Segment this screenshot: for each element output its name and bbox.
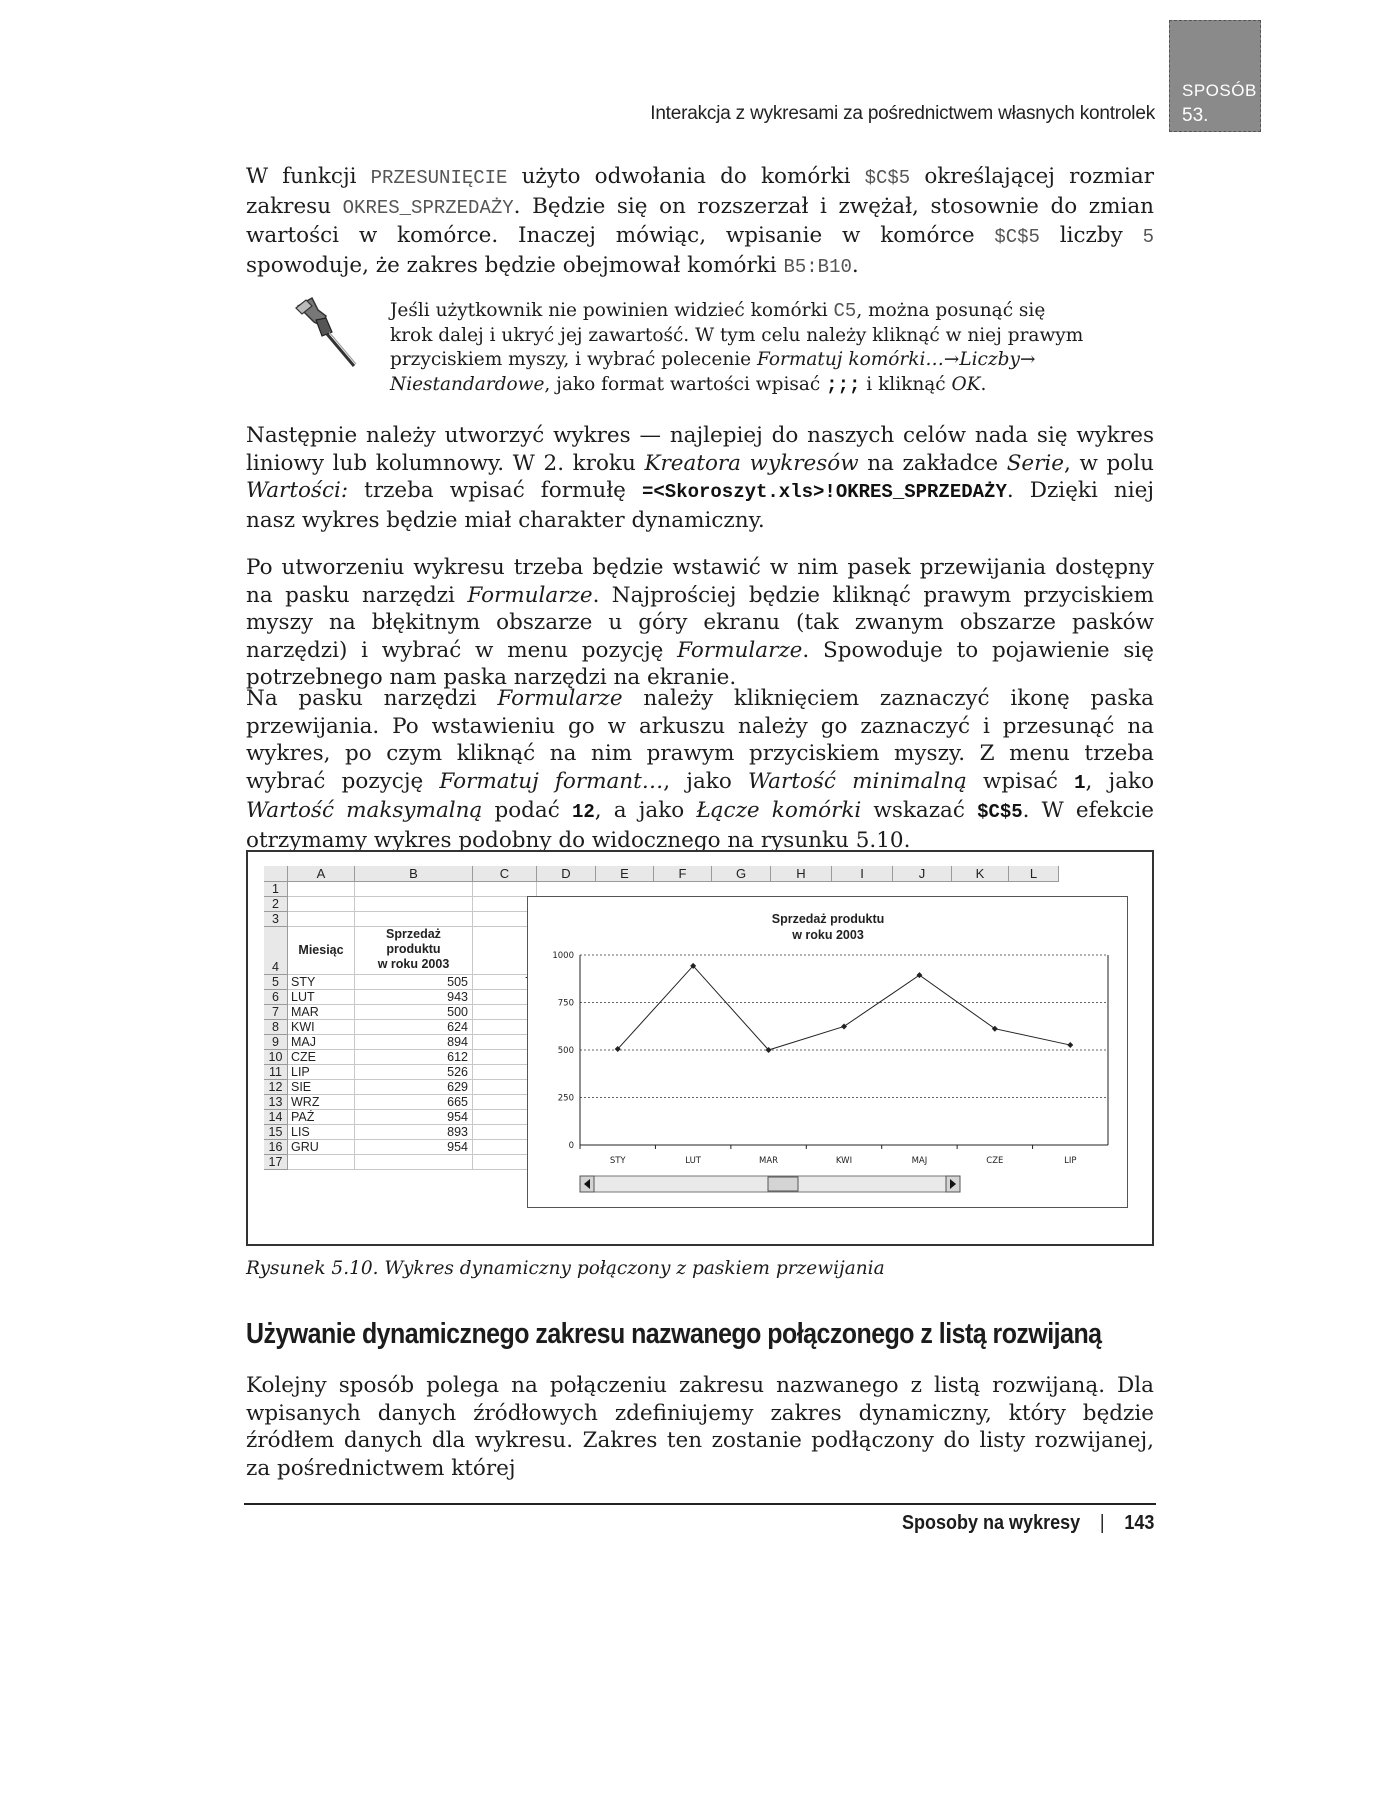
cell-month[interactable]: SIE (288, 1080, 355, 1095)
cell-a4-month-label[interactable]: Miesiąc (288, 927, 355, 975)
cell[interactable] (355, 897, 473, 912)
column-header-h[interactable]: H (771, 866, 832, 882)
code-inline: $C$5 (977, 801, 1023, 823)
cell-sales[interactable]: 612 (355, 1050, 473, 1065)
row-header-5[interactable]: 5 (264, 975, 288, 990)
code-inline: B5:B10 (783, 255, 852, 278)
column-header-b[interactable]: B (355, 866, 473, 882)
column-header-d[interactable]: D (537, 866, 596, 882)
y-tick-label: 250 (557, 1093, 574, 1104)
cell[interactable] (288, 897, 355, 912)
spreadsheet-screenshot (264, 866, 1136, 1232)
section-heading: Używanie dynamicznego zakresu nazwanego połączonego z listą rozwijaną (246, 1318, 1102, 1350)
select-all-corner[interactable] (264, 866, 288, 882)
cell-sales[interactable]: 665 (355, 1095, 473, 1110)
row-header-9[interactable]: 9 (264, 1035, 288, 1050)
code-inline: 1 (1074, 771, 1086, 794)
chart-series (615, 963, 1074, 1053)
column-header-e[interactable]: E (596, 866, 654, 882)
footer-rule (244, 1503, 1156, 1505)
paragraph-1: W funkcji PRZESUNIĘCIE użyto odwołania do komórki $C$5 określającej rozmiar zakresu OKRES_SPRZEDAŻY. Będzie się on rozszerzał i zwężał, stosownie do zmian wartości w komórce. Inaczej mówiąc, wpisanie w komórce $C$5 liczby 5 spowoduje, że zakres będzie obejmował komórki B5:B10. (246, 164, 1155, 278)
row-header-2[interactable]: 2 (264, 897, 288, 912)
column-header-c[interactable]: C (473, 866, 537, 882)
chart-title-line1: Sprzedaż produktu (771, 912, 885, 926)
cell-sales[interactable]: 505 (355, 975, 473, 990)
row-header-10[interactable]: 10 (264, 1050, 288, 1065)
x-tick-label: LIP (1064, 1156, 1077, 1166)
cell[interactable] (288, 912, 355, 927)
column-header-k[interactable]: K (952, 866, 1009, 882)
cell-sales[interactable]: 624 (355, 1020, 473, 1035)
tab-number: 53. (1182, 105, 1209, 126)
cell-sales[interactable]: 894 (355, 1035, 473, 1050)
paragraph-2: Następnie należy utworzyć wykres — najlepiej do naszych celów nada się wykres liniowy lub kolumnowy. W 2. kroku Kreatora wykresów na zakładce Serie, w polu Wartości: trzeba wpisać formułę =<Skoroszyt.xls>!OKRES_SPRZEDAŻY. Dzięki niej nasz wykres będzie miał charakter dynamiczny. (246, 423, 1154, 533)
series-line (618, 966, 1071, 1050)
cell-month[interactable]: LIS (288, 1125, 355, 1140)
cell-month[interactable]: MAR (288, 1005, 355, 1020)
row-header-17[interactable]: 17 (264, 1155, 288, 1170)
code-inline: C5 (833, 300, 857, 322)
x-tick-label: KWI (835, 1156, 853, 1166)
cell-month[interactable]: WRZ (288, 1095, 355, 1110)
y-tick-label: 0 (568, 1141, 574, 1151)
x-tick-label: MAJ (911, 1156, 928, 1166)
cell-sales[interactable]: 943 (355, 990, 473, 1005)
scroll-thumb[interactable] (768, 1177, 798, 1191)
cell[interactable] (355, 1155, 473, 1170)
paragraph-5: Kolejny sposób polega na połączeniu zakresu nazwanego z listą rozwijaną. Dla wpisanych danych źródłowych zdefiniujemy zakres dynamiczny, który będzie źródłem danych dla wykresu. Zakres ten zostanie podłączony do listy rozwijanej, za pośrednictwem której (246, 1373, 1154, 1481)
line-chart (528, 897, 1127, 1207)
x-tick-label: STY (609, 1156, 626, 1166)
cell-sales[interactable]: 893 (355, 1125, 473, 1140)
column-header-g[interactable]: G (712, 866, 771, 882)
column-header-f[interactable]: F (654, 866, 712, 882)
chart-gridlines (580, 955, 1108, 1145)
cell-sales[interactable]: 500 (355, 1005, 473, 1020)
chart-scrollbar[interactable] (580, 1176, 960, 1192)
tab-label: SPOSÓB (1182, 81, 1257, 100)
row-header-6[interactable]: 6 (264, 990, 288, 1005)
figure-5-10 (246, 850, 1154, 1246)
row-header-3[interactable]: 3 (264, 912, 288, 927)
column-header-i[interactable]: I (832, 866, 893, 882)
code-inline: ;;; (826, 373, 861, 396)
y-tick-label: 500 (557, 1046, 574, 1056)
cell-month[interactable]: STY (288, 975, 355, 990)
cell-month[interactable]: GRU (288, 1140, 355, 1155)
data-point (1067, 1042, 1073, 1048)
cell-month[interactable]: MAJ (288, 1035, 355, 1050)
row-header-7[interactable]: 7 (264, 1005, 288, 1020)
y-tick-label: 1000 (552, 951, 574, 961)
cell-sales[interactable]: 954 (355, 1110, 473, 1125)
paragraph-3: Po utworzeniu wykresu trzeba będzie wstawić w nim pasek przewijania dostępny na pasku narzędzi Formularze. Najprościej będzie kliknąć prawym przyciskiem myszy na błękitnym obszarze u góry ekranu (tak zwanym obszarze pasków narzędzi) i wybrać w menu pozycję Formularze. Spowoduje to pojawienie się potrzebnego nam paska narzędzi na ekranie. (246, 555, 1154, 690)
code-inline: OKRES_SPRZEDAŻY (342, 196, 514, 219)
code-inline: $C$5 (864, 167, 911, 189)
running-head: Interakcja z wykresami za pośrednictwem własnych kontrolek (650, 103, 1155, 124)
cell-sales[interactable]: 954 (355, 1140, 473, 1155)
cell-month[interactable]: LIP (288, 1065, 355, 1080)
cell-month[interactable]: KWI (288, 1020, 355, 1035)
data-point (841, 1023, 847, 1029)
cell-b4-sales-label[interactable]: Sprzedaż produktu w roku 2003 (355, 927, 473, 975)
row-header-11[interactable]: 11 (264, 1065, 288, 1080)
paragraph-4: Na pasku narzędzi Formularze należy kliknięciem zaznaczyć ikonę paska przewijania. Po wstawieniu go w arkuszu należy go zaznaczyć i przesunąć na wykres, po czym kliknąć na nim prawym przyciskiem myszy. Z menu trzeba wybrać pozycję Formatuj formant…, jako Wartość minimalną wpisać 1, jako Wartość maksymalną podać 12, a jako Łącze komórki wskazać $C$5. W efekcie otrzymamy wykres podobny do widocznego na rysunku 5.10. (246, 686, 1155, 853)
cell-month[interactable]: CZE (288, 1050, 355, 1065)
cell[interactable] (288, 1155, 355, 1170)
row-header-14[interactable]: 14 (264, 1110, 288, 1125)
x-tick-label: CZE (986, 1156, 1004, 1166)
chart-area (527, 896, 1128, 1208)
cell[interactable] (355, 882, 473, 897)
chart-x-ticks (580, 1145, 1076, 1166)
column-header-j[interactable]: J (893, 866, 952, 882)
code-inline: =<Skoroszyt.xls>!OKRES_SPRZEDAŻY (641, 481, 1007, 503)
row-header-4[interactable]: 4 (264, 927, 288, 975)
pushpin-icon (292, 296, 364, 376)
column-header-l[interactable]: L (1009, 866, 1059, 882)
code-inline: 5 (1142, 226, 1154, 248)
row-header-8[interactable]: 8 (264, 1020, 288, 1035)
x-tick-label: LUT (685, 1156, 702, 1166)
figure-caption: Rysunek 5.10. Wykres dynamiczny połączony z paskiem przewijania (246, 1258, 885, 1279)
page-number: 143 (1123, 1512, 1154, 1534)
column-header-a[interactable]: A (288, 866, 355, 882)
cell[interactable] (473, 882, 537, 897)
chart-title-line2: w roku 2003 (792, 928, 864, 942)
tip-note: Jeśli użytkownik nie powinien widzieć komórki C5, można posunąć się krok dalej i ukryć jej zawartość. W tym celu należy kliknąć w niej prawym przyciskiem myszy, i wybrać polecenie Formatuj komórki…→Liczby→ Niestandardowe, jako format wartości wpisać ;;; i kliknąć OK. (390, 300, 1084, 396)
row-header-12[interactable]: 12 (264, 1080, 288, 1095)
cell-month[interactable]: LUT (288, 990, 355, 1005)
cell-sales[interactable]: 629 (355, 1080, 473, 1095)
code-inline: 12 (571, 801, 595, 823)
row-header-16[interactable]: 16 (264, 1140, 288, 1155)
cell[interactable] (288, 882, 355, 897)
footer-separator: | (1099, 1512, 1105, 1534)
chapter-tab (1169, 20, 1261, 132)
chart-y-ticks (552, 951, 574, 1151)
page-footer (902, 1512, 1154, 1535)
footer-title: Sposoby na wykresy (901, 1512, 1080, 1534)
cell[interactable] (355, 912, 473, 927)
row-header-13[interactable]: 13 (264, 1095, 288, 1110)
code-inline: $C$5 (994, 226, 1040, 248)
cell-sales[interactable]: 526 (355, 1065, 473, 1080)
cell-month[interactable]: PAŹ (288, 1110, 355, 1125)
row-header-1[interactable]: 1 (264, 882, 288, 897)
code-inline: PRZESUNIĘCIE (370, 167, 508, 189)
y-tick-label: 750 (557, 998, 574, 1009)
x-tick-label: MAR (759, 1156, 779, 1166)
row-header-15[interactable]: 15 (264, 1125, 288, 1140)
